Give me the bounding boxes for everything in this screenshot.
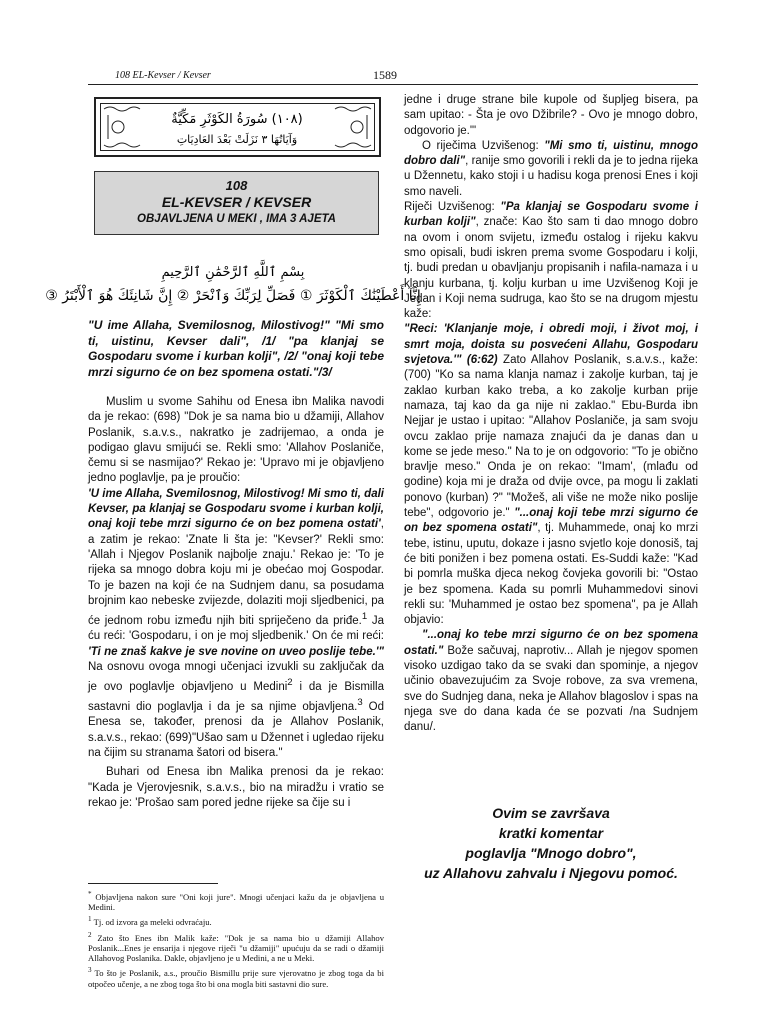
paragraph xyxy=(404,628,698,735)
running-header: 108 EL-Kevser / Kevser xyxy=(115,70,211,81)
closing-line: Ovim se završava xyxy=(492,805,610,821)
footnote xyxy=(88,965,384,988)
footnote-text: To što je Poslanik, a.s., proučio Bismillu prije sure vjerovatno je zbog toga da bi otpočeo učenje, a ne zbog toga što bi ona mogla biti sastavni dio sure. xyxy=(88,968,384,989)
quote: "Mi smo ti, uistinu, mnogo dobro dali" xyxy=(404,139,698,168)
text: Zato Allahov Poslanik, s.a.v.s., kaže: (700) "Ko sa nama klanja namaz i zakolje kurban, taj je zaklao kurban kako treba, a ko zakolje kurban prije namaza, taj kao da ga nije ni zaklao." Ebu-Burda ibn Nejjar je ustao i upitao: "Allahov Poslaniče, ja sam svoju ovcu zaklao prije namaza znajući da je danas dan u kome se jede meso." Na to je on odgovorio: "To je obično bravlje meso." Onda je on rekao: "Imam', (mlađu od godine) koja mi je draža od dvije ovce, pa mogu li zaklati ponovo (kurban) ?" "Možeš, ali više ne može niko poslije tebe", odgovorio je." xyxy=(404,354,698,520)
footnote-ref[interactable]: 1 xyxy=(361,611,368,623)
quote: 'Ti ne znaš kakve je sve novine on uveo poslije tebe.'" xyxy=(88,645,384,658)
basmala-line: بِسْمِ ٱللَّهِ ٱلرَّحْمَٰنِ ٱلرَّحِيمِ xyxy=(161,265,305,280)
footnote-text: Zato što Enes ibn Malik kaže: "Dok je sa nama bio u džamiji Allahov Poslanik...Enes je ensarija i njegove riječi "u džamiji" upućuju da se radi o džamiji Allahovog Poslanika. Dakle, objavljeno je u Medini, a ne u Meki. xyxy=(88,932,384,964)
quote: "Pa klanjaj se Gospodaru svome i kurban kolji" xyxy=(404,201,698,229)
closing-line: kratki komentar xyxy=(498,825,604,841)
banner-ornament xyxy=(96,99,379,155)
banner-line2: وَآيَاتُهَا ٣ نَزَلَتْ بَعْدَ العَادِيَاتِ xyxy=(176,133,298,146)
text: Ja ću reći: 'Gospodaru, i on je moj sljedbenik.' On će mi reći: xyxy=(88,614,384,643)
closing-line: poglavlja "Mnogo dobro", xyxy=(465,845,637,861)
closing-line: uz Allahovu zahvalu i Njegovu pomoć. xyxy=(424,865,678,881)
page-number: 1589 xyxy=(373,68,397,82)
footnote-divider xyxy=(88,883,218,884)
footnote-mark: 1 xyxy=(88,915,92,924)
paragraph: Buhari od Enesa ibn Malika prenosi da je rekao: "Kada je Vjerovjesnik, s.a.v.s., bio na miradžu i vratio se rekao je: 'Prošao sam pored jedne rijeke sa čije su i xyxy=(88,766,384,809)
text: Bože sačuvaj, naprotiv... Allah je njegov spomen visoko uzdigao tako da se svaki dan spominje, a njegov učinio obavezujućim za Svoje robove, za sva vremena, sve do Sudnjeg dana, neka je Allahov blagoslov i spas na njega sve do dana kada će se pozvati /na Sudnjem danu/. xyxy=(404,644,698,734)
footnote-ref[interactable]: 3 xyxy=(357,697,363,709)
verse-translation: "U ime Allaha, Svemilosnog, Milostivog!" "Mi smo ti, uistinu, Kevser dali", /1/ "pa klanjaj se Gospodaru svome i kurban kolji", /2/ "onaj koji tebe mrzi sigurno će on bez spomena ostati."/3/ xyxy=(88,318,384,379)
text: , ranije smo govorili i rekli da je to jedna rijeka u Džennetu, kako stoji i u hadisu koga prenosi Enes i koji smo naveli. xyxy=(404,155,698,198)
footnote-mark: 3 xyxy=(88,966,92,975)
arabic-verses xyxy=(45,258,421,308)
text: i da je Bismilla sastavni dio poglavlja i da je sa njime objavljena. xyxy=(88,681,384,714)
surah-title-box xyxy=(94,171,379,235)
closing-note xyxy=(404,803,698,883)
text: Na osnovu ovoga mnogi učenjaci izvukli su zaključak da je ovo poglavlje objavljeno u Medini xyxy=(88,660,384,693)
text: , tj. Muhammede, onaj ko mrzi tebe, istinu, uputu, dokaze i jasno svjetlo koje donosiš, taj će biti ponižen i bez pomena ostati. Es-Suddi kaže: "Kad bi pomrla muška djeca nekog čovjeka govorili bi: "Ostao je bez spomena. Kada su pomrli Muhammedovi sinovi rekli su: 'Muhammed je ostao bez spomena", pa je Allah objavio: xyxy=(404,522,698,627)
quote: "...onaj koji tebe mrzi sigurno će on bez spomena ostati" xyxy=(404,507,698,535)
footnote-ref[interactable]: 2 xyxy=(287,677,293,689)
footnote xyxy=(88,914,384,927)
footnotes xyxy=(88,889,384,991)
verses-line: إِنَّآ أَعْطَيْنَٰكَ ٱلْكَوْثَرَ ① فَصَلِّ لِرَبِّكَ وَٱنْحَرْ ② إِنَّ شَانِئَكَ هُوَ ٱلْأَبْتَرُ ③ xyxy=(45,288,421,304)
text: Riječi Uzvišenog: xyxy=(404,201,501,214)
text: , a zatim je rekao: 'Znate li šta je: "Kevser?' Rekli smo: 'Allah i Njegov Poslanik najbolje znaju.' Rekao je: 'To je rijeka sa mnogo dobra koju mi je obećao moj Gospodar. To je bazen na koji će na Sudnjem danu, sa posudama brojnim kao nebeske zvijezde, dolaziti moji sljedbenici, pa će jednom robu između njih biti spriječeno da priđe. xyxy=(88,518,384,627)
right-column xyxy=(404,93,698,735)
paragraph xyxy=(88,487,384,762)
footnote-mark: 2 xyxy=(88,930,92,939)
surah-number: 108 xyxy=(225,178,248,193)
footnote-mark: * xyxy=(88,890,92,898)
paragraph xyxy=(404,322,698,628)
quote: "...onaj ko tebe mrzi sigurno će on bez spomena ostati." xyxy=(404,629,698,657)
text: Od Enesa se, također, prenosi da je Allahov Poslanik, s.a.v.s., rekao: (699)"Ušao sam u Džennet i ugledao rijeku na čijim su stranama šatori od bisera." xyxy=(88,701,384,760)
text: O riječima Uzvišenog: xyxy=(422,139,545,152)
footnote-text: Tj. od izvora ga meleki odvraćaju. xyxy=(93,917,212,928)
surah-name: EL-KEVSER / KEVSER xyxy=(161,194,312,210)
paragraph xyxy=(404,139,698,200)
left-column xyxy=(88,318,384,811)
footnote xyxy=(88,889,384,912)
paragraph: jedne i druge strane bile kupole od šupljeg bisera, pa sam upitao: - Šta je ovo Džibrile? - Ovo je mnogo dobro, odgovorio je.'" xyxy=(404,94,698,137)
surah-subtitle: OBJAVLJENA U MEKI , IMA 3 AJETA xyxy=(137,213,336,225)
paragraph: Muslim u svome Sahihu od Enesa ibn Malika navodi da je rekao: (698) "Dok je sa nama bio u džamiji, Allahov Poslanik, s.a.v.s., nakratko je zadrijemao, a onda je podigao glavu smijući se. Rekli smo: 'Allahov Poslaniče, čemu si se nasmijao?' Rekao je: 'Upravo mi je objavljeno jedno poglavlje, pa je proučio: xyxy=(88,396,384,485)
surah-banner xyxy=(94,97,381,157)
footnote-text: Objavljena nakon sure "Oni koji jure". Mnogi učenjaci kažu da je objavljena u Medini. xyxy=(88,891,384,913)
banner-line1: (١٠٨) سُورَةُ الكَوْثَرِ مَكِّيَّةٌ xyxy=(171,112,303,127)
paragraph xyxy=(404,200,698,322)
quote: "Reci: 'Klanjanje moje, i obredi moji, i život moj, i smrt moja, doista su posvećeni Allahu, Gospodaru svjetova.'" (6:62) xyxy=(404,323,698,367)
quote: 'U ime Allaha, Svemilosnog, Milostivog! Mi smo ti, dali Kevser, pa klanjaj se Gospodaru svome i kurban kolji, onaj koji tebe mrzi sigurno će on bez pomena ostati' xyxy=(88,487,384,531)
header-divider xyxy=(88,84,698,85)
text: , znače: Kao što sam ti dao mnogo dobro na ovom i onom svijetu, između ostalog i rijeku kakvu smo opisali, budi iskren prema svome Gospodaru i kolji, tj. budi predan u obavljanju propisanih i nafila-namaza i u klanju kurbana, tj. kolju kurban u ime Uzvišenog Koji je Jedan i Koji nema sudruga, kao što se na drugom mjestu kaže: xyxy=(404,216,698,321)
footnote xyxy=(88,930,384,964)
